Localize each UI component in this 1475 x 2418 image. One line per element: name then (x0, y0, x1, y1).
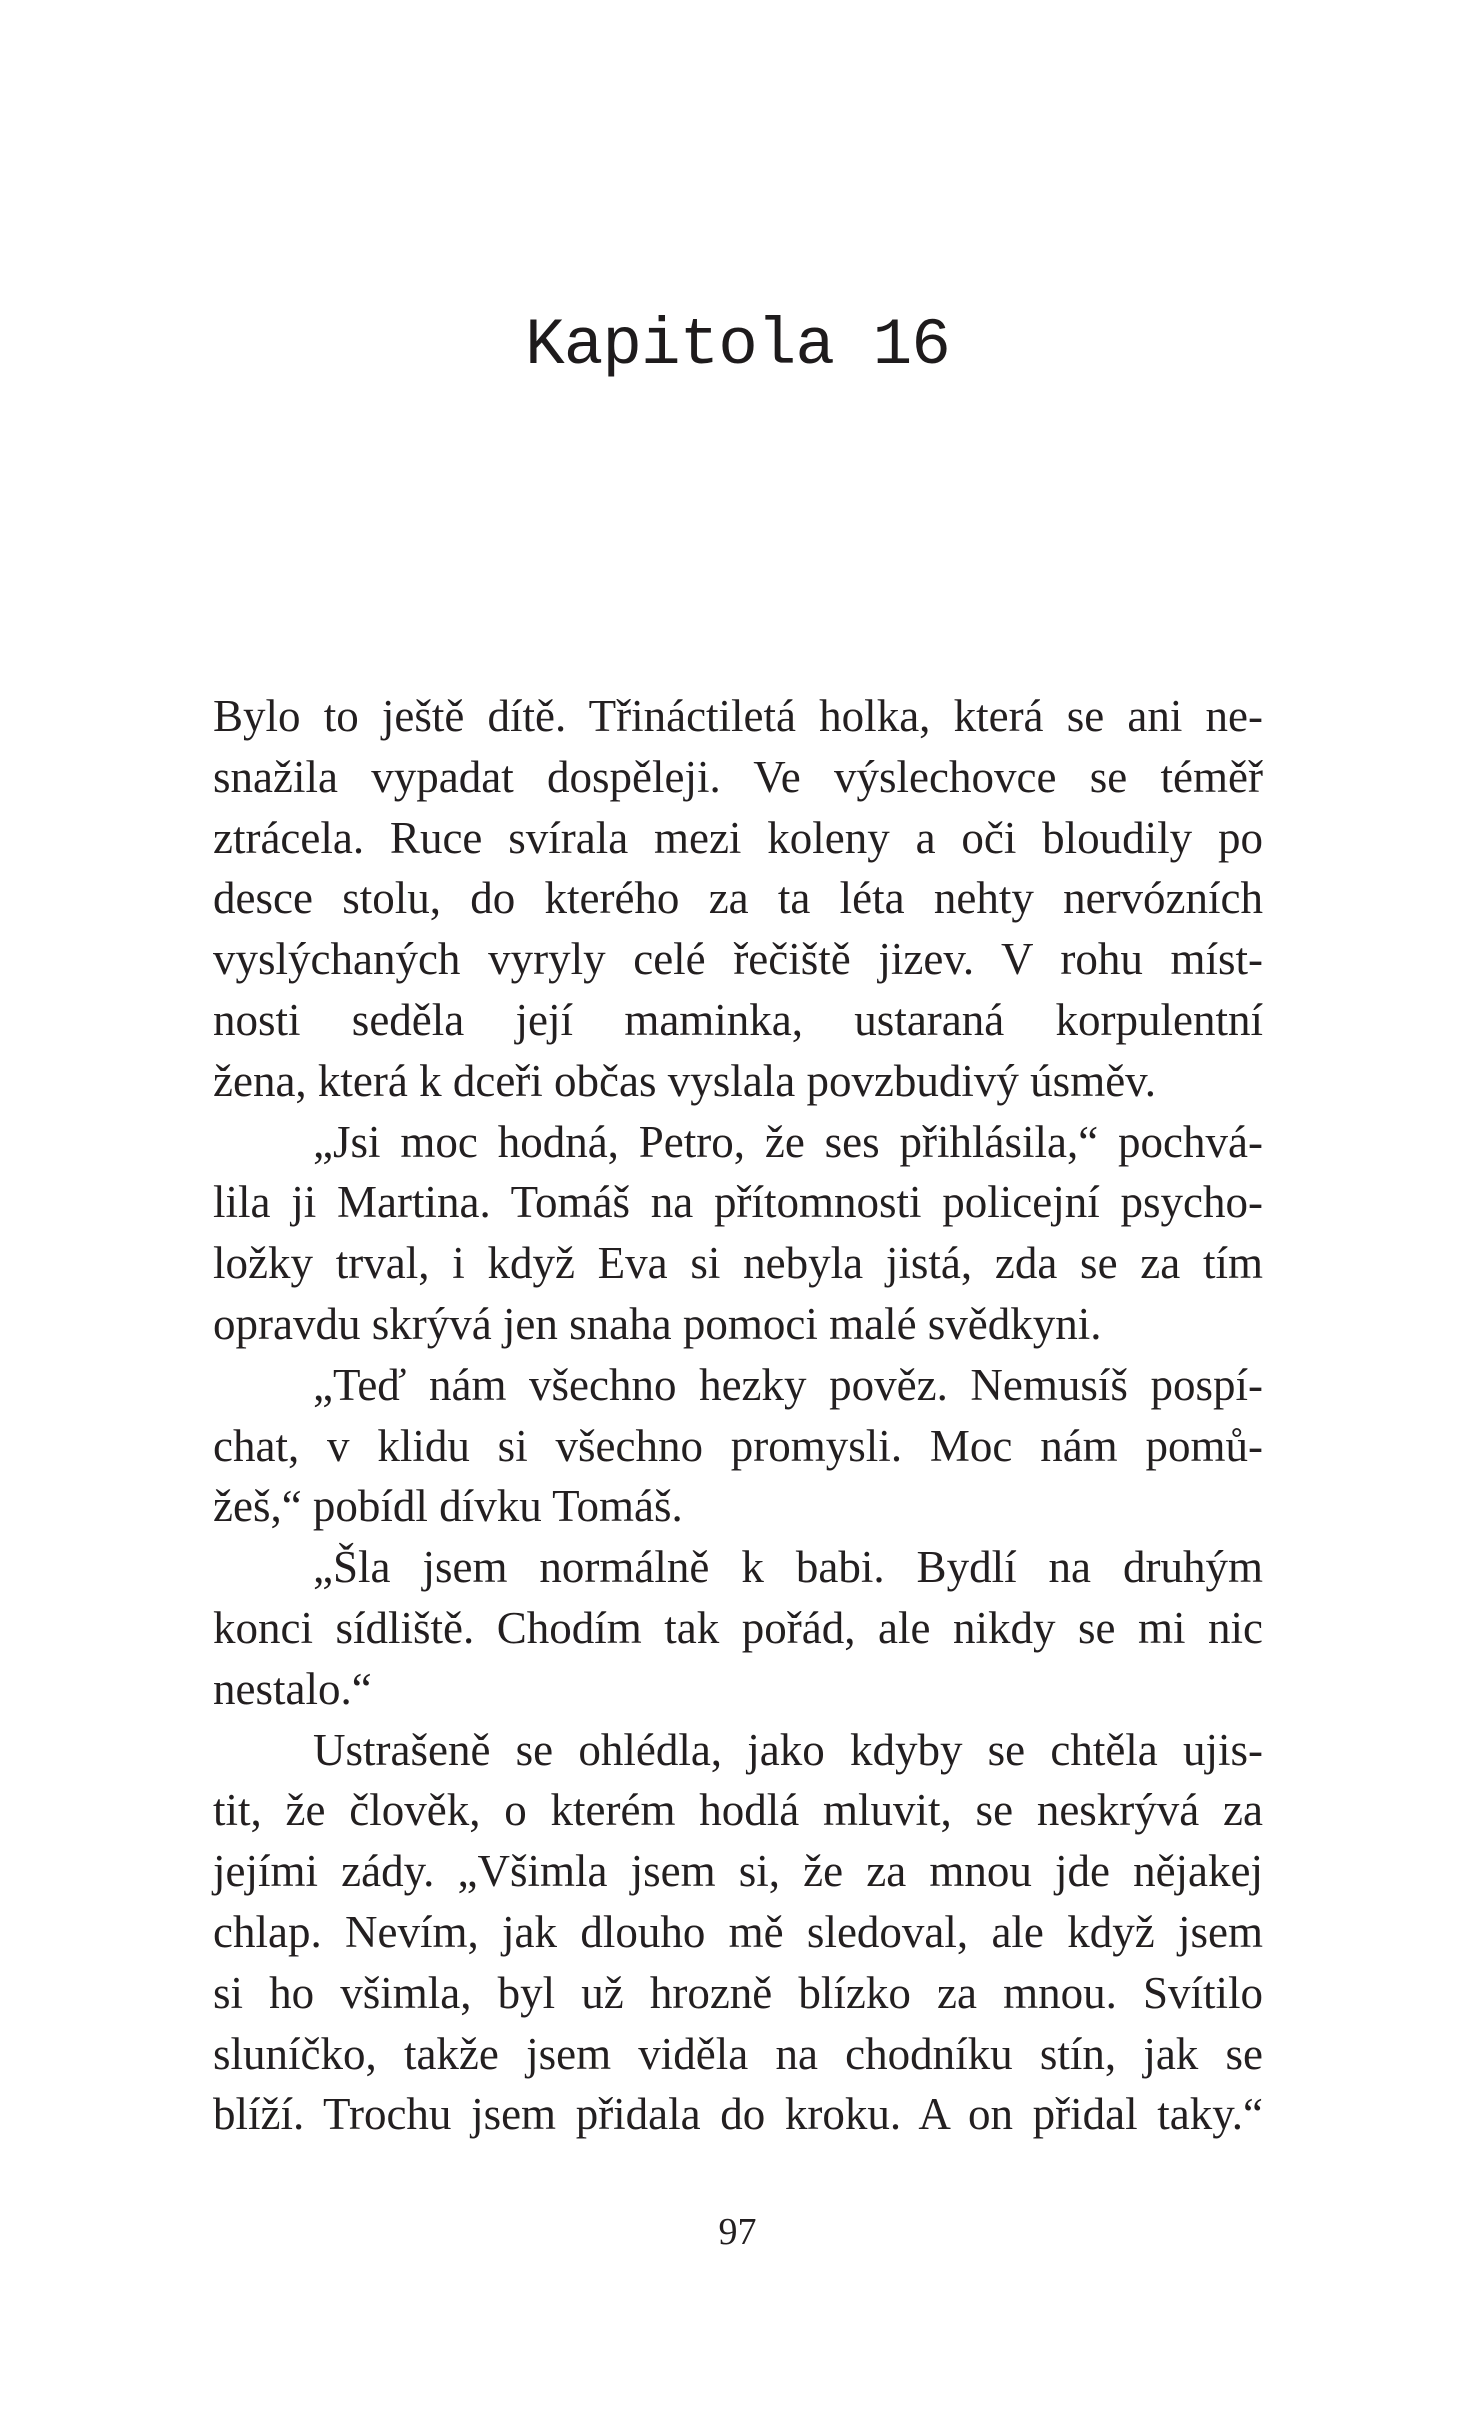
text-line: jejími zády. „Všimla jsem si, že za mnou jde nějakej (213, 1846, 1263, 1897)
text-line: chat, v klidu si všechno promysli. Moc nám pomů- (213, 1420, 1263, 1471)
text-line: ztrácela. Ruce svírala mezi koleny a oči bloudily po (213, 812, 1263, 863)
text-line: nosti seděla její maminka, ustaraná korpulentní (213, 994, 1263, 1045)
text-line: ložky trval, i když Eva si nebyla jistá, zda se za tím (213, 1238, 1263, 1289)
page-number: 97 (718, 2211, 757, 2253)
text-line: opravdu skrývá jen snaha pomoci malé svědkyni. (213, 1298, 1102, 1349)
text-line: tit, že člověk, o kterém hodlá mluvit, se neskrývá za (213, 1785, 1263, 1836)
text-line: nestalo.“ (213, 1663, 372, 1714)
paragraph-first-line: Ustrašeně se ohlédla, jako kdyby se chtěla ujis- (313, 1724, 1263, 1775)
body-text (213, 686, 1263, 2145)
text-line: sluníčko, takže jsem viděla na chodníku stín, jak se (213, 2028, 1263, 2079)
text-line: Bylo to ještě dítě. Třináctiletá holka, která se ani ne- (213, 691, 1263, 741)
chapter-title: Kapitola 16 (525, 308, 950, 383)
paragraph-first-line: „Teď nám všechno hezky pověz. Nemusíš pospí- (313, 1359, 1263, 1410)
text-line: chlap. Nevím, jak dlouho mě sledoval, ale když jsem (213, 1906, 1263, 1957)
text-line: žena, která k dceři občas vyslala povzbudivý úsměv. (213, 1055, 1157, 1106)
text-line: žeš,“ pobídl dívku Tomáš. (213, 1481, 683, 1532)
text-line: blíží. Trochu jsem přidala do kroku. A on přidal taky.“ (213, 2089, 1263, 2140)
text-line: si ho všimla, byl už hrozně blízko za mnou. Svítilo (213, 1967, 1263, 2018)
text-line: vyslýchaných vyryly celé řečiště jizev. V rohu míst- (213, 934, 1263, 985)
text-line: konci sídliště. Chodím tak pořád, ale nikdy se mi nic (213, 1602, 1263, 1653)
text-line: lila ji Martina. Tomáš na přítomnosti policejní psycho- (213, 1177, 1263, 1228)
text-line: snažila vypadat dospěleji. Ve výslechovce se téměř (213, 751, 1263, 802)
text-line: desce stolu, do kterého za ta léta nehty nervózních (213, 873, 1263, 924)
paragraph-first-line: „Jsi moc hodná, Petro, že ses přihlásila,“ pochvá- (313, 1116, 1263, 1167)
paragraph-first-line: „Šla jsem normálně k babi. Bydlí na druhým (313, 1542, 1263, 1593)
